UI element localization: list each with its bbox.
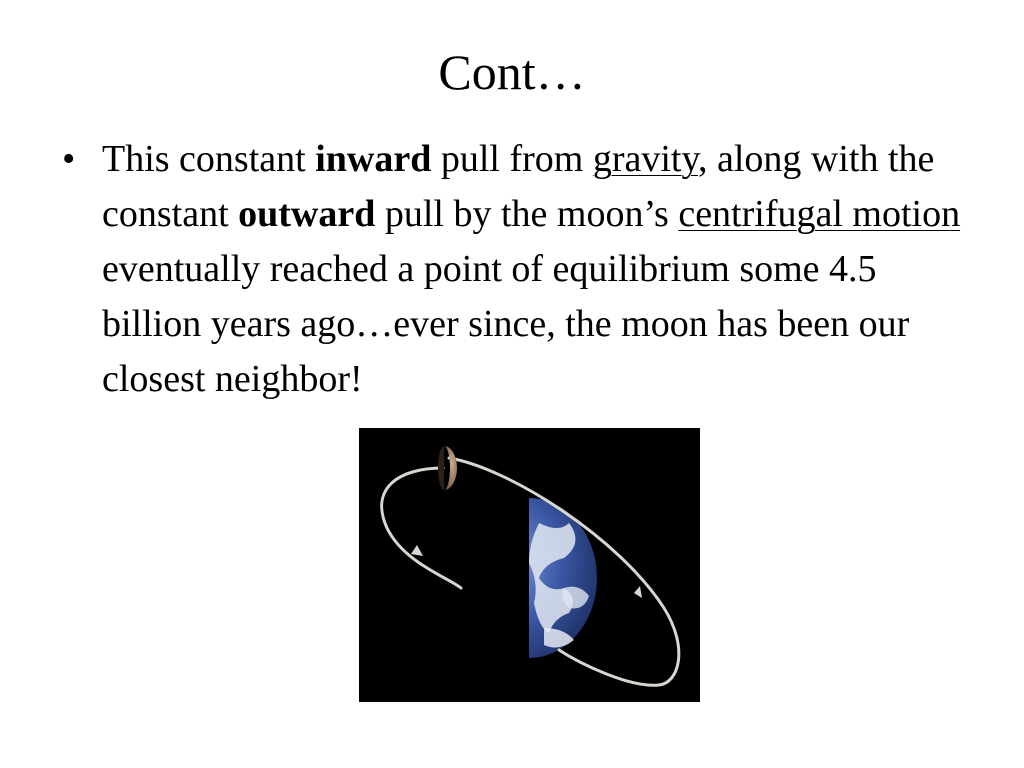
earth-moon-orbit-illustration	[359, 428, 700, 702]
bullet-list	[62, 132, 962, 407]
bold-outward: outward	[238, 193, 376, 235]
earth-moon-orbit-image	[359, 428, 700, 702]
bold-inward: inward	[315, 138, 432, 180]
text-segment: pull by the moon’s	[375, 193, 679, 235]
text-segment: pull from	[431, 138, 593, 180]
text-segment: , along with the constant	[102, 138, 935, 235]
bullet-dot-icon: •	[62, 138, 76, 180]
underlined-gravity: gravity	[592, 138, 698, 180]
text-segment: This constant	[102, 138, 316, 180]
bullet-item	[62, 132, 962, 407]
bullet-text	[102, 138, 960, 400]
slide-title: Cont…	[438, 44, 586, 100]
text-segment: eventually reached a point of equilibrium some 4.5 billion years ago…ever since, the moon has been our closest neighbor!	[102, 248, 910, 400]
underlined-centrifugal-motion: centrifugal motion	[678, 193, 961, 235]
